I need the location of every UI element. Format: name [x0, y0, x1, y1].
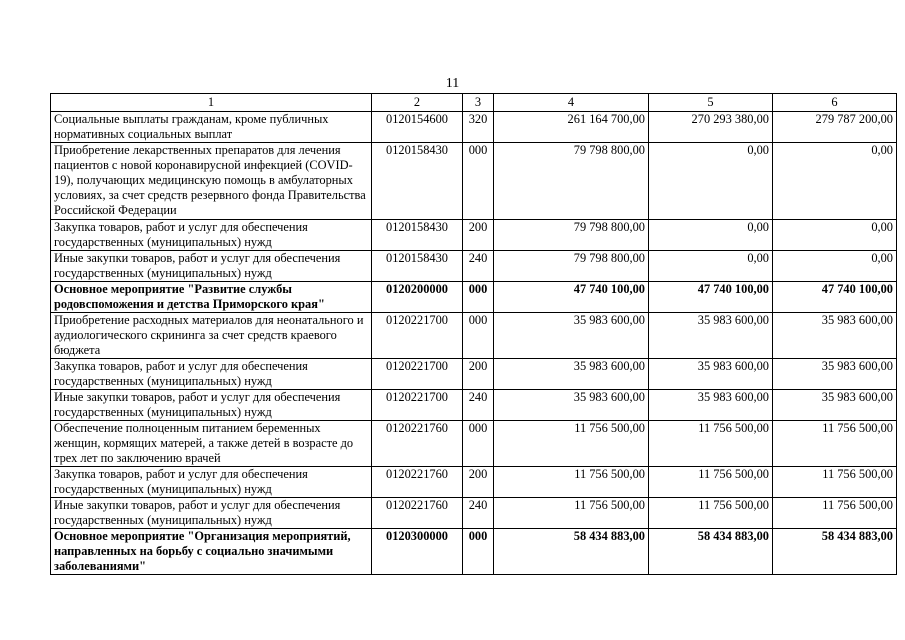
row-name-cell: Иные закупки товаров, работ и услуг для обеспечения государственных (муниципальных) нужд	[51, 390, 372, 421]
row-subcode-cell: 000	[463, 529, 494, 575]
row-code-cell: 0120221700	[372, 390, 463, 421]
column-header: 1	[51, 94, 372, 112]
row-code-cell: 0120154600	[372, 112, 463, 143]
row-amount-col6-cell: 35 983 600,00	[773, 313, 897, 359]
row-code-cell: 0120158430	[372, 143, 463, 220]
budget-table	[50, 93, 897, 575]
row-amount-col4-cell: 35 983 600,00	[494, 359, 649, 390]
row-amount-col4-cell: 261 164 700,00	[494, 112, 649, 143]
row-code-cell: 0120221700	[372, 313, 463, 359]
row-name-cell: Обеспечение полноценным питанием беременных женщин, кормящих матерей, а также детей в возрасте до трех лет по заключению врачей	[51, 421, 372, 467]
row-subcode-cell: 200	[463, 467, 494, 498]
row-amount-col4-cell: 35 983 600,00	[494, 390, 649, 421]
row-amount-col4-cell: 47 740 100,00	[494, 282, 649, 313]
table-row	[51, 467, 897, 498]
row-amount-col5-cell: 58 434 883,00	[649, 529, 773, 575]
row-subcode-cell: 000	[463, 282, 494, 313]
table-row	[51, 251, 897, 282]
row-amount-col6-cell: 11 756 500,00	[773, 467, 897, 498]
row-subcode-cell: 240	[463, 390, 494, 421]
row-amount-col4-cell: 79 798 800,00	[494, 251, 649, 282]
row-amount-col5-cell: 270 293 380,00	[649, 112, 773, 143]
row-name-cell: Основное мероприятие "Организация мероприятий, направленных на борьбу с социально значимыми заболеваниями"	[51, 529, 372, 575]
row-amount-col5-cell: 35 983 600,00	[649, 390, 773, 421]
table-row	[51, 529, 897, 575]
row-amount-col6-cell: 0,00	[773, 220, 897, 251]
row-amount-col6-cell: 279 787 200,00	[773, 112, 897, 143]
row-amount-col4-cell: 35 983 600,00	[494, 313, 649, 359]
row-amount-col6-cell: 35 983 600,00	[773, 359, 897, 390]
row-subcode-cell: 240	[463, 251, 494, 282]
table-row	[51, 220, 897, 251]
table-row	[51, 390, 897, 421]
row-amount-col5-cell: 47 740 100,00	[649, 282, 773, 313]
row-subcode-cell: 000	[463, 421, 494, 467]
column-header: 6	[773, 94, 897, 112]
column-header: 4	[494, 94, 649, 112]
row-subcode-cell: 240	[463, 498, 494, 529]
column-header: 3	[463, 94, 494, 112]
row-amount-col5-cell: 11 756 500,00	[649, 498, 773, 529]
row-amount-col4-cell: 58 434 883,00	[494, 529, 649, 575]
row-subcode-cell: 200	[463, 359, 494, 390]
table-row	[51, 421, 897, 467]
column-header: 2	[372, 94, 463, 112]
row-name-cell: Приобретение расходных материалов для неонатального и аудиологического скрининга за счет средств краевого бюджета	[51, 313, 372, 359]
row-name-cell: Закупка товаров, работ и услуг для обеспечения государственных (муниципальных) нужд	[51, 359, 372, 390]
row-amount-col5-cell: 11 756 500,00	[649, 467, 773, 498]
row-code-cell: 0120221760	[372, 467, 463, 498]
row-code-cell: 0120158430	[372, 220, 463, 251]
row-amount-col4-cell: 11 756 500,00	[494, 421, 649, 467]
table-header-row	[51, 94, 897, 112]
row-code-cell: 0120221700	[372, 359, 463, 390]
row-amount-col6-cell: 11 756 500,00	[773, 421, 897, 467]
row-amount-col6-cell: 47 740 100,00	[773, 282, 897, 313]
row-amount-col6-cell: 0,00	[773, 143, 897, 220]
row-amount-col5-cell: 35 983 600,00	[649, 313, 773, 359]
table-row	[51, 112, 897, 143]
row-name-cell: Иные закупки товаров, работ и услуг для обеспечения государственных (муниципальных) нужд	[51, 498, 372, 529]
row-code-cell: 0120300000	[372, 529, 463, 575]
row-code-cell: 0120200000	[372, 282, 463, 313]
column-header: 5	[649, 94, 773, 112]
row-subcode-cell: 000	[463, 313, 494, 359]
row-name-cell: Социальные выплаты гражданам, кроме публичных нормативных социальных выплат	[51, 112, 372, 143]
row-subcode-cell: 320	[463, 112, 494, 143]
row-amount-col6-cell: 0,00	[773, 251, 897, 282]
row-name-cell: Иные закупки товаров, работ и услуг для обеспечения государственных (муниципальных) нужд	[51, 251, 372, 282]
row-amount-col5-cell: 35 983 600,00	[649, 359, 773, 390]
row-code-cell: 0120158430	[372, 251, 463, 282]
page-number: 11	[445, 76, 460, 91]
row-name-cell: Приобретение лекарственных препаратов для лечения пациентов с новой коронавирусной инфекцией (COVID-19), получающих медицинскую помощь в амбулаторных условиях, за счет средств резервного фонда Правительства Российской Федерации	[51, 143, 372, 220]
row-code-cell: 0120221760	[372, 421, 463, 467]
row-amount-col5-cell: 0,00	[649, 143, 773, 220]
row-amount-col4-cell: 79 798 800,00	[494, 143, 649, 220]
row-subcode-cell: 000	[463, 143, 494, 220]
table-row	[51, 498, 897, 529]
row-subcode-cell: 200	[463, 220, 494, 251]
row-amount-col6-cell: 11 756 500,00	[773, 498, 897, 529]
row-code-cell: 0120221760	[372, 498, 463, 529]
row-amount-col4-cell: 79 798 800,00	[494, 220, 649, 251]
row-name-cell: Основное мероприятие "Развитие службы родовспоможения и детства Приморского края"	[51, 282, 372, 313]
table-row	[51, 313, 897, 359]
row-name-cell: Закупка товаров, работ и услуг для обеспечения государственных (муниципальных) нужд	[51, 467, 372, 498]
table-row	[51, 282, 897, 313]
row-amount-col4-cell: 11 756 500,00	[494, 498, 649, 529]
table-row	[51, 143, 897, 220]
row-amount-col6-cell: 58 434 883,00	[773, 529, 897, 575]
table-row	[51, 359, 897, 390]
row-amount-col5-cell: 0,00	[649, 220, 773, 251]
row-amount-col4-cell: 11 756 500,00	[494, 467, 649, 498]
row-amount-col5-cell: 11 756 500,00	[649, 421, 773, 467]
row-amount-col5-cell: 0,00	[649, 251, 773, 282]
row-name-cell: Закупка товаров, работ и услуг для обеспечения государственных (муниципальных) нужд	[51, 220, 372, 251]
row-amount-col6-cell: 35 983 600,00	[773, 390, 897, 421]
